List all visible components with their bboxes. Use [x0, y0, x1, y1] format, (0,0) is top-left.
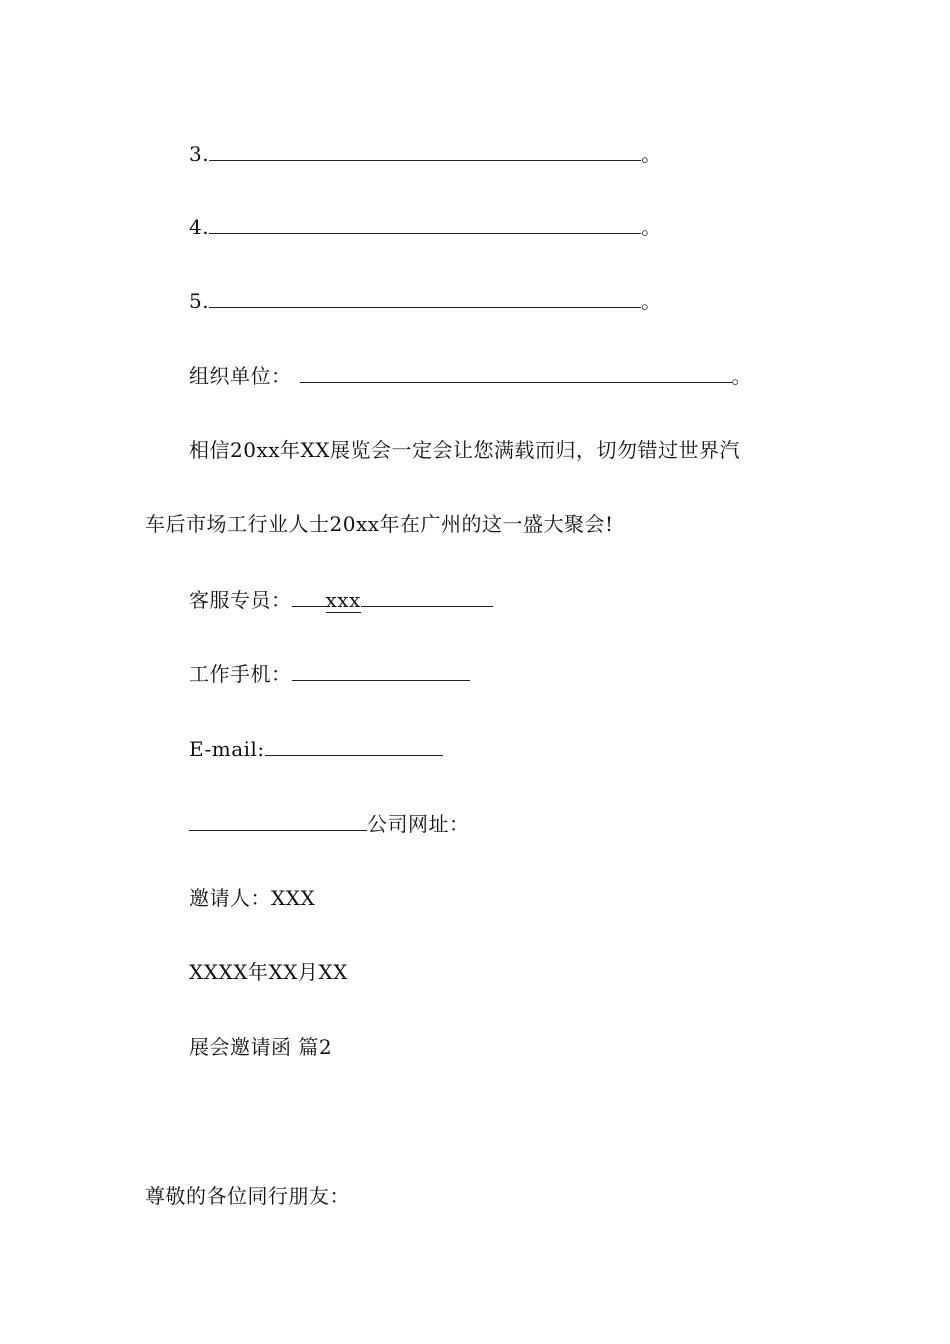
closing-paragraph-line-2: 车后市场工行业人士20xx年在广州的这一盛大聚会! [145, 512, 614, 536]
email-label: E-mail: [189, 737, 265, 761]
company-website-line [189, 810, 470, 838]
fill-in-blank [209, 215, 641, 234]
fill-in-blank [361, 588, 493, 607]
fill-in-blank [292, 588, 326, 607]
inviter-line: 邀请人：XXX [189, 886, 316, 910]
customer-service-value: xxx [325, 588, 361, 612]
item-end-mark: 。 [641, 142, 662, 166]
work-phone-line [189, 660, 470, 688]
item-number: 3. [189, 142, 210, 166]
date-line: XXXX年XX月XX [189, 960, 348, 984]
list-item-4 [189, 213, 662, 241]
list-item-3 [189, 140, 662, 168]
fill-in-blank [300, 364, 732, 383]
organizer-end-mark: 。 [731, 364, 752, 388]
item-number: 4. [189, 215, 210, 239]
customer-service-label: 客服专员： [189, 588, 292, 612]
section-title: 展会邀请函 篇2 [189, 1035, 333, 1059]
email-line [189, 735, 443, 763]
company-website-label: 公司网址： [367, 812, 470, 836]
item-end-mark: 。 [641, 215, 662, 239]
organizer-line [189, 362, 752, 390]
work-phone-label: 工作手机： [189, 662, 292, 686]
fill-in-blank [209, 289, 641, 308]
fill-in-blank [265, 737, 443, 756]
customer-service-line [189, 586, 493, 614]
item-end-mark: 。 [641, 289, 662, 313]
fill-in-blank [209, 142, 641, 161]
item-number: 5. [189, 289, 210, 313]
greeting-line: 尊敬的各位同行朋友： [145, 1184, 350, 1208]
organizer-label: 组织单位： [189, 364, 292, 388]
fill-in-blank [189, 812, 367, 831]
closing-paragraph-line-1: 相信20xx年XX展览会一定会让您满载而归，切勿错过世界汽 [189, 438, 740, 462]
list-item-5 [189, 287, 662, 315]
fill-in-blank [292, 662, 470, 681]
